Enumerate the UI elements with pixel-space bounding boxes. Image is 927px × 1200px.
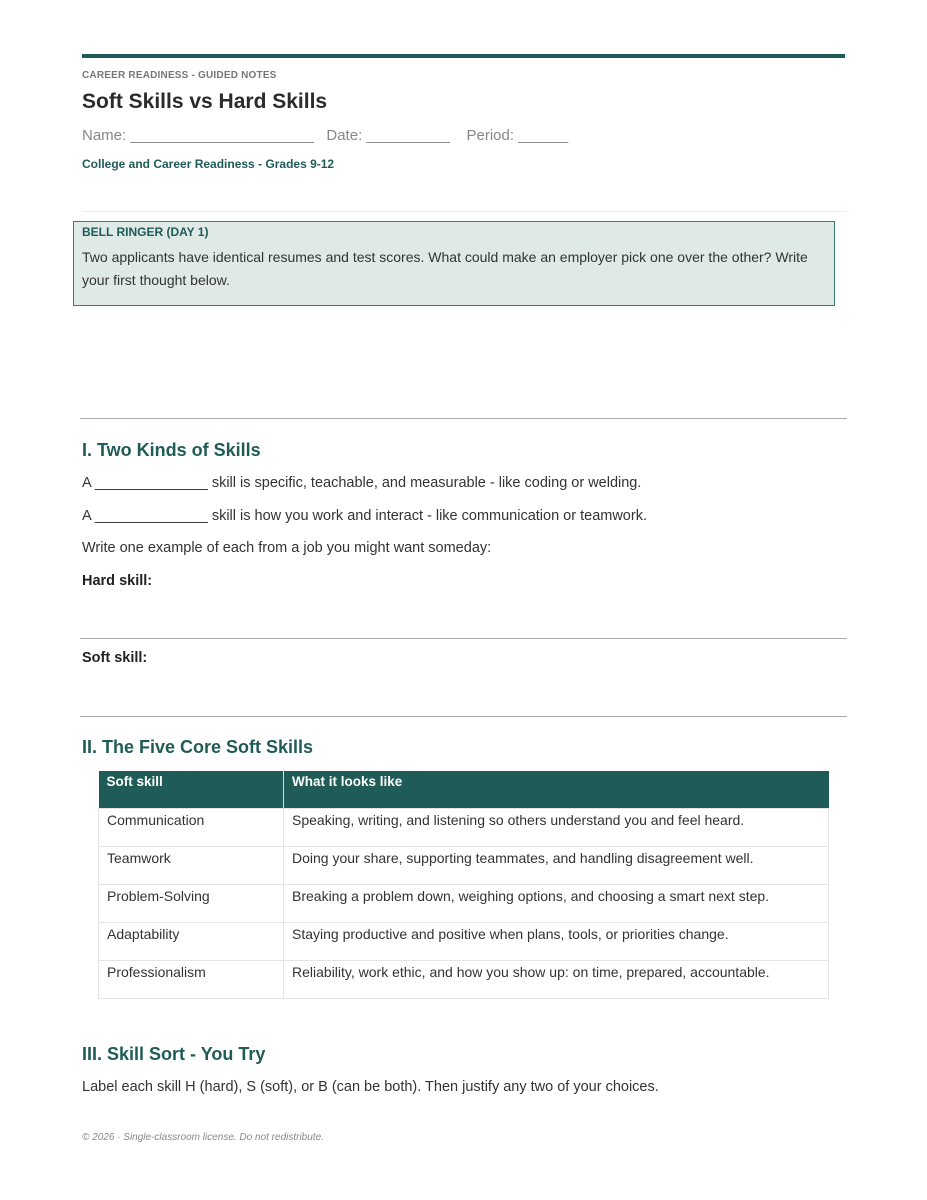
table-row [99, 922, 829, 960]
table-row [99, 884, 829, 922]
table-row [99, 808, 829, 846]
skill-name-cell: Professionalism [99, 960, 284, 998]
skill-name-cell: Communication [99, 808, 284, 846]
table-row [99, 846, 829, 884]
skill-name-cell: Problem-Solving [99, 884, 284, 922]
bell-ringer-label: BELL RINGER (DAY 1) [82, 225, 209, 239]
fill-blank-soft-skill: A ______________ skill is how you work and interact - like communication or teamwork. [82, 508, 647, 524]
answer-line-soft-skill [80, 716, 847, 717]
top-accent-rule [82, 54, 845, 58]
soft-skills-table [98, 771, 829, 999]
skill-description-cell: Reliability, work ethic, and how you show up: on time, prepared, accountable. [284, 960, 829, 998]
section-heading-two-kinds: I. Two Kinds of Skills [82, 440, 261, 460]
skill-sort-instructions: Label each skill H (hard), S (soft), or B (can be both). Then justify any two of your choices. [82, 1079, 659, 1095]
hard-skill-label: Hard skill: [82, 573, 153, 589]
skill-description-cell: Staying productive and positive when plans, tools, or priorities change. [284, 922, 829, 960]
answer-line-hard-skill [80, 638, 847, 639]
header-divider [82, 211, 847, 212]
skill-description-cell: Doing your share, supporting teammates, and handling disagreement well. [284, 846, 829, 884]
section-heading-skill-sort: III. Skill Sort - You Try [82, 1044, 266, 1064]
page-title: Soft Skills vs Hard Skills [82, 90, 328, 113]
bell-ringer-box [73, 221, 835, 306]
answer-line-bell-ringer [80, 418, 847, 419]
example-prompt: Write one example of each from a job you might want someday: [82, 540, 492, 556]
fill-blank-hard-skill: A ______________ skill is specific, teachable, and measurable - like coding or welding. [82, 475, 642, 491]
name-date-period-line: Name: ______________________ Date: __________ Period: ______ [82, 127, 569, 144]
skill-name-cell: Teamwork [99, 846, 284, 884]
eyebrow-label: CAREER READINESS - GUIDED NOTES [82, 70, 277, 81]
section-heading-five-core: II. The Five Core Soft Skills [82, 737, 314, 757]
column-header-what-it-looks-like: What it looks like [284, 771, 829, 808]
table-header-row [99, 771, 829, 808]
skill-name-cell: Adaptability [99, 922, 284, 960]
soft-skill-label: Soft skill: [82, 650, 148, 666]
column-header-soft-skill: Soft skill [99, 771, 284, 808]
license-footer: © 2026 · Single-classroom license. Do not redistribute. [82, 1132, 324, 1143]
skill-description-cell: Breaking a problem down, weighing options, and choosing a smart next step. [284, 884, 829, 922]
bell-ringer-prompt: Two applicants have identical resumes and test scores. What could make an employer pick one over the other? Write your first thought below. [82, 249, 808, 288]
skill-description-cell: Speaking, writing, and listening so others understand you and feel heard. [284, 808, 829, 846]
course-subtitle: College and Career Readiness - Grades 9-12 [82, 157, 335, 171]
table-row [99, 960, 829, 998]
